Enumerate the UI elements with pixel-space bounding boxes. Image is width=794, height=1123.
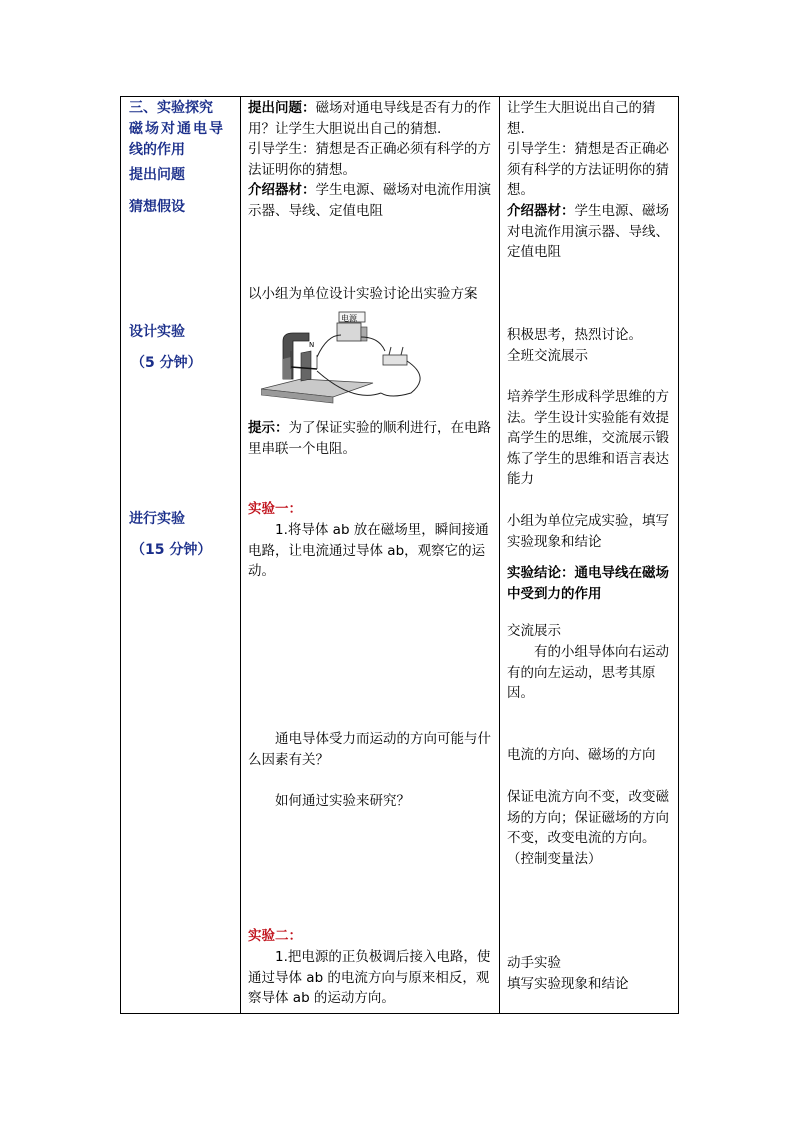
conduct-time: （15 分钟） [131, 542, 212, 558]
step-question: 提出问题 [129, 167, 185, 183]
apparatus-diagram [261, 307, 441, 412]
experiment-conclusion: 实验结论：通电导线在磁场中受到力的作用 [507, 565, 669, 602]
step-conduct: 进行实验 [129, 511, 185, 527]
stage-column [121, 97, 240, 1013]
group-design-text: 以小组为单位设计实验讨论出实验方案 [248, 286, 478, 302]
direction-question: 通电导体受力而运动的方向可能与什么因素有关？ [248, 731, 491, 768]
equipment-text: 学生电源、磁场对电流作用演示器、导线、定值电阻 [248, 182, 491, 219]
experiment1-title: 实验一： [248, 501, 302, 517]
section-title-line1: 三、实验探究 [129, 100, 213, 116]
student-direction-note: 有的小组导体向右运动有的向左运动，思考其原因。 [507, 644, 669, 701]
step-guess: 猜想假设 [129, 199, 185, 215]
step-design: 设计实验 [129, 324, 185, 340]
guide-paragraph: 引导学生：猜想是否正确必须有科学的方法证明你的猜想。 [248, 141, 491, 178]
tip-paragraph [248, 418, 491, 459]
student-discuss: 积极思考，热烈讨论。 [507, 327, 642, 343]
svg-text:N: N [309, 341, 315, 349]
control-variable-method: 保证电流方向不变，改变磁场的方向；保证磁场的方向不变，改变电流的方向。（控制变量法） [507, 789, 669, 867]
design-time: （5 分钟） [131, 355, 202, 371]
tip-text: 为了保证实验的顺利进行，在电路里串联一个电阻。 [248, 420, 491, 457]
section-title-line2: 磁场对通电导 [129, 121, 225, 137]
student-guide: 引导学生：猜想是否正确必须有科学的方法证明你的猜想。 [507, 141, 669, 198]
student-exchange-show: 全班交流展示 [507, 348, 588, 364]
tip-label: 提示： [248, 420, 289, 436]
hands-on-experiment: 动手实验 [507, 955, 561, 971]
question-paragraph [248, 98, 491, 139]
teacher-column [241, 97, 499, 1013]
student-complete: 小组为单位完成实验，填写实验现象和结论 [507, 513, 669, 550]
experiment1-text: 1.将导体 ab 放在磁场里，瞬间接通电路，让电流通过导体 ab，观察它的运动。 [248, 522, 489, 579]
how-question: 如何通过实验来研究？ [275, 793, 410, 809]
equipment-label: 介绍器材： [248, 182, 316, 198]
experiment2-title: 实验二： [248, 928, 302, 944]
question-label: 提出问题： [248, 100, 316, 116]
student-guess: 让学生大胆说出自己的猜想. [507, 100, 656, 137]
lesson-table [120, 96, 679, 1014]
direction-factors: 电流的方向、磁场的方向 [507, 747, 656, 763]
student-equipment-label: 介绍器材： [507, 203, 575, 219]
fill-results: 填写实验现象和结论 [507, 976, 629, 992]
experiment2-text: 1.把电源的正负极调后接入电路，使通过导体 ab 的电流方向与原来相反，观察导体 ab 的运动方向。 [248, 949, 491, 1006]
question-text: 磁场对通电导线是否有力的作用？让学生大胆说出自己的猜想. [248, 100, 491, 137]
student-column [500, 97, 678, 1013]
student-equipment [507, 201, 671, 263]
diagram-label: 电源 [341, 314, 357, 323]
equipment-paragraph [248, 180, 491, 221]
svg-text:S: S [277, 363, 282, 371]
student-equipment-text: 学生电源、磁场对电流作用演示器、导线、定值电阻 [507, 203, 669, 260]
section-title-line3: 线的作用 [129, 142, 185, 158]
student-thinking: 培养学生形成科学思维的方法。学生设计实验能有效提高学生的思维，交流展示锻炼了学生的思维和语言表达能力 [507, 389, 669, 487]
exchange-label: 交流展示 [507, 623, 561, 639]
